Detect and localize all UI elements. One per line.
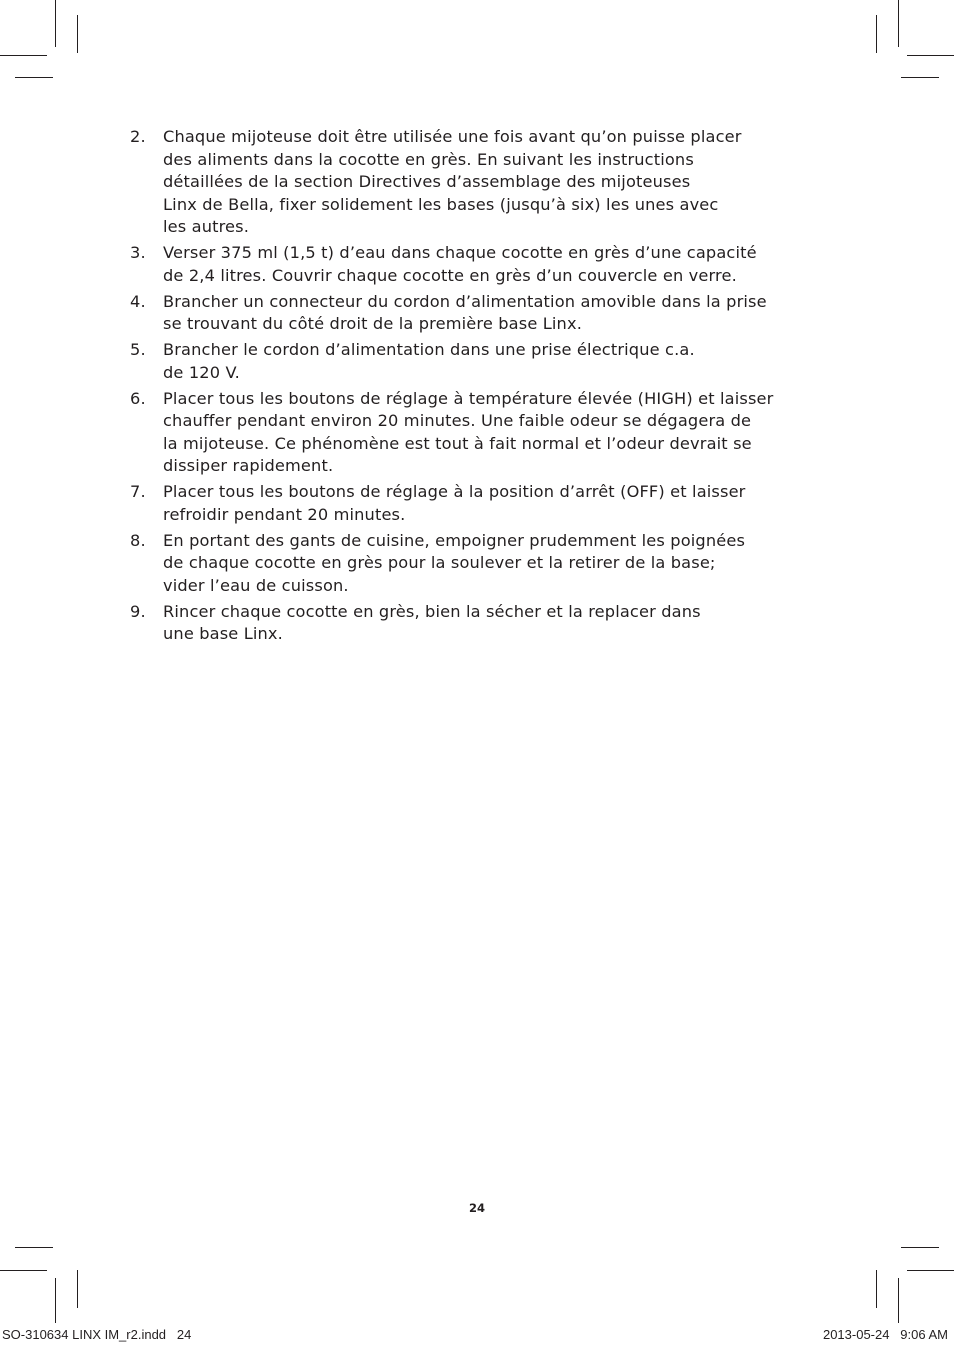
item-text-line: Placer tous les boutons de réglage à la position d’arrêt (OFF) et laisser <box>163 482 746 501</box>
item-text-line: une base Linx. <box>163 624 283 643</box>
item-number: 8. <box>130 530 146 550</box>
item-number: 9. <box>130 601 146 621</box>
slug-timestamp: 2013-05-24 9:06 AM <box>822 1327 948 1342</box>
item-text-line: refroidir pendant 20 minutes. <box>163 504 406 524</box>
crop-mark <box>907 1270 954 1271</box>
instruction-item <box>130 291 830 336</box>
crop-mark <box>901 77 939 78</box>
item-text-line: des aliments dans la cocotte en grès. En suivant les instructions <box>163 149 694 169</box>
item-text-line: Chaque mijoteuse doit être utilisée une fois avant qu’on puisse placer <box>163 127 742 146</box>
crop-mark <box>898 1278 899 1323</box>
crop-mark <box>901 1247 939 1248</box>
item-number: 7. <box>130 482 146 501</box>
item-text-line: Verser 375 ml (1,5 t) d’eau dans chaque cocotte en grès d’une capacité <box>163 243 757 262</box>
crop-mark <box>876 1270 877 1308</box>
crop-mark <box>898 0 899 47</box>
item-text-line: se trouvant du côté droit de la première base Linx. <box>163 314 582 333</box>
slug-filename: SO-310634 LINX IM_r2.indd 24 <box>2 1327 192 1342</box>
item-number: 3. <box>130 243 146 262</box>
item-text-line: de chaque cocotte en grès pour la soulever et la retirer de la base; <box>163 553 716 572</box>
crop-mark <box>876 15 877 53</box>
item-number: 2. <box>130 127 146 146</box>
item-text-line: chauffer pendant environ 20 minutes. Une faible odeur se dégagera de <box>163 411 752 430</box>
page-number: 24 <box>468 1201 485 1215</box>
crop-mark <box>0 1270 47 1271</box>
item-text-line: Brancher un connecteur du cordon d’alimentation amovible dans la prise <box>163 291 767 311</box>
instruction-item <box>130 339 830 384</box>
instruction-item <box>130 601 830 646</box>
instruction-item <box>130 242 830 287</box>
crop-mark <box>907 55 954 56</box>
instruction-item <box>130 126 830 239</box>
item-text-line: de 120 V. <box>163 362 240 382</box>
instruction-list <box>130 126 830 649</box>
crop-mark <box>0 55 47 56</box>
crop-mark <box>77 15 78 53</box>
item-text-line: Placer tous les boutons de réglage à température élevée (HIGH) et laisser <box>163 388 774 408</box>
item-text-line: Rincer chaque cocotte en grès, bien la sécher et la replacer dans <box>163 601 701 621</box>
item-number: 4. <box>130 291 146 311</box>
item-text-line: de 2,4 litres. Couvrir chaque cocotte en grès d’un couvercle en verre. <box>163 265 737 285</box>
item-text-line: vider l’eau de cuisson. <box>163 575 349 595</box>
item-text-line: la mijoteuse. Ce phénomène est tout à fait normal et l’odeur devrait se <box>163 433 752 453</box>
instruction-item <box>130 388 830 478</box>
item-text-line: les autres. <box>163 217 250 236</box>
item-text-line: détaillées de la section Directives d’assemblage des mijoteuses <box>163 172 691 191</box>
crop-mark <box>15 77 53 78</box>
crop-mark <box>55 0 56 47</box>
item-number: 5. <box>130 340 146 359</box>
crop-mark <box>15 1247 53 1248</box>
item-text-line: En portant des gants de cuisine, empoigner prudemment les poignées <box>163 530 746 550</box>
item-number: 6. <box>130 388 146 408</box>
item-text-line: Brancher le cordon d’alimentation dans une prise électrique c.a. <box>163 340 695 359</box>
instruction-item <box>130 530 830 598</box>
crop-mark <box>77 1270 78 1308</box>
item-text-line: dissiper rapidement. <box>163 456 334 475</box>
instruction-item <box>130 481 830 526</box>
item-text-line: Linx de Bella, fixer solidement les bases (jusqu’à six) les unes avec <box>163 194 719 214</box>
crop-mark <box>55 1278 56 1323</box>
